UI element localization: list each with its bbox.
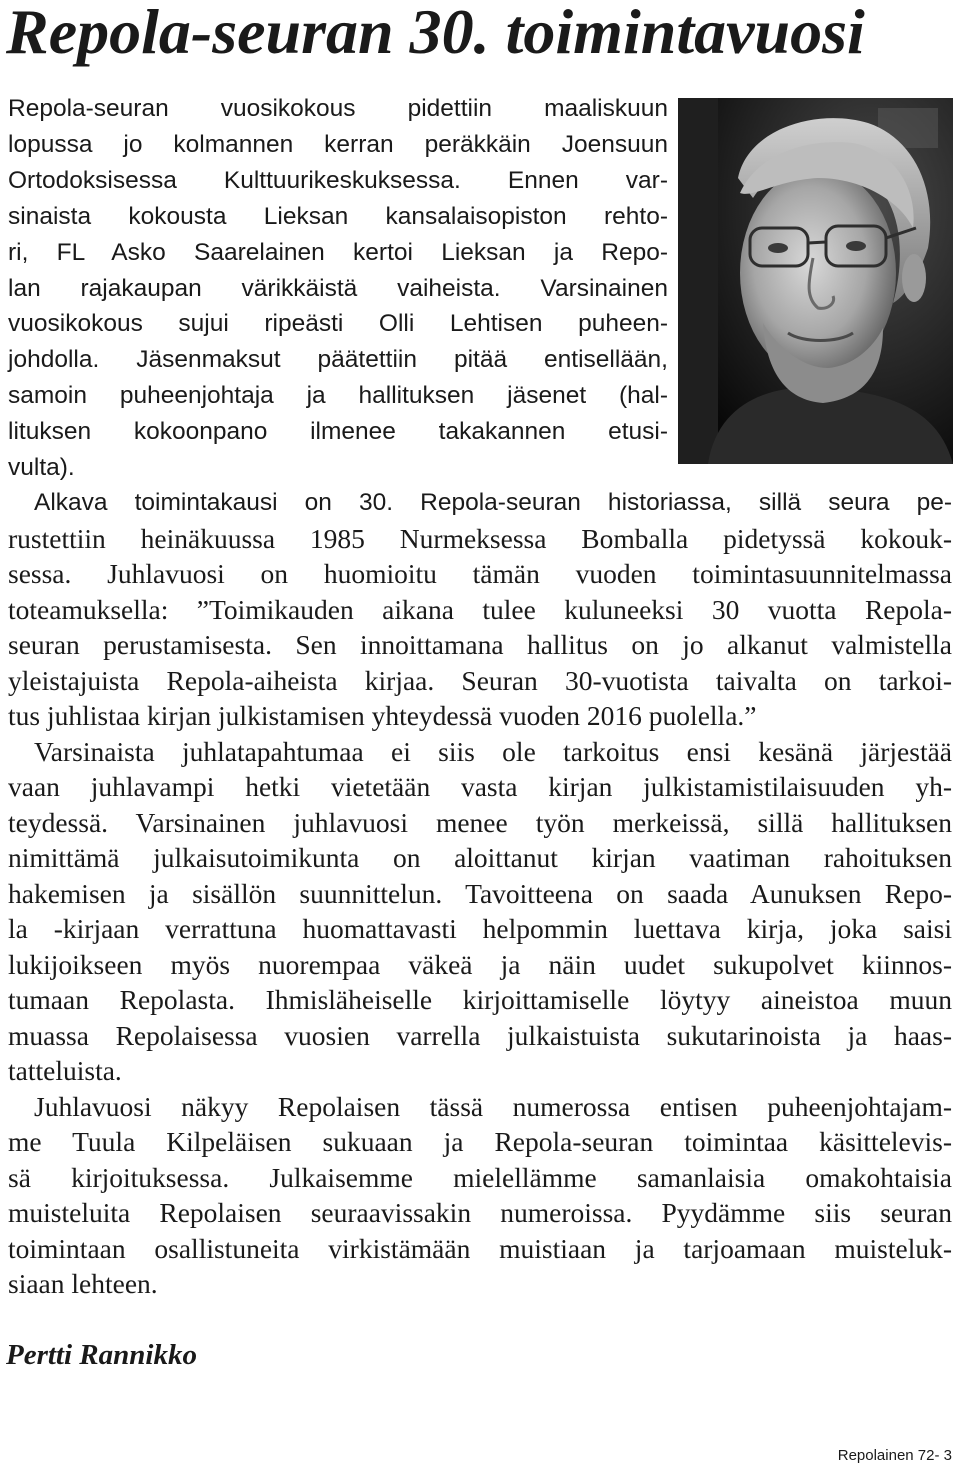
portrait-photo-icon bbox=[678, 98, 953, 464]
article-line: toteamuksella: ”Toimikauden aikana tulee kuluneeksi 30 vuotta Repola- bbox=[8, 594, 952, 625]
article-line: toimintaan osallistuneita virkistämään muistiaan ja tarjoamaan muisteluk- bbox=[8, 1233, 952, 1264]
article-line: Juhlavuosi näkyy Repolaisen tässä numerossa entisen puheenjohtajam- bbox=[34, 1091, 952, 1122]
article-line: vulta). bbox=[8, 454, 75, 481]
article-line: muisteluita Repolaisen seuraavissakin numeroissa. Pyydämme siis seuran bbox=[8, 1197, 952, 1228]
article-line: tumaan Repolasta. Ihmisläheiselle kirjoittamiselle löytyy aineistoa muun bbox=[8, 984, 952, 1015]
article-title: Repola-seuran 30. toimintavuosi bbox=[6, 0, 865, 67]
article-line: tatteluista. bbox=[8, 1055, 122, 1086]
article-line: siaan lehteen. bbox=[8, 1268, 158, 1299]
article-line: la -kirjaan verrattuna huomattavasti helpommin luettava kirja, joka saisi bbox=[8, 913, 952, 944]
article-line: ri, FL Asko Saarelainen kertoi Lieksan ja Repo- bbox=[8, 239, 668, 266]
article-line: Alkava toimintakausi on 30. Repola-seuran historiassa, sillä seura pe- bbox=[34, 489, 952, 516]
article-line: vuosikokous sujui ripeästi Olli Lehtisen puheen- bbox=[8, 310, 668, 337]
article-line: sä kirjoituksessa. Julkaisemme mielellämme samanlaisia omakohtaisia bbox=[8, 1162, 952, 1193]
author-signature: Pertti Rannikko bbox=[6, 1339, 197, 1371]
article-line: lopussa jo kolmannen kerran peräkkäin Joensuun bbox=[8, 131, 668, 158]
page-footer: Repolainen 72- 3 bbox=[837, 1447, 952, 1464]
article-line: teydessä. Varsinainen juhlavuosi menee työn merkeissä, sillä hallituksen bbox=[8, 807, 952, 838]
article-line: hakemisen ja sisällön suunnittelun. Tavoitteena on saada Aunuksen Repo- bbox=[8, 878, 952, 909]
article-line: rustettiin heinäkuussa 1985 Nurmeksessa Bomballa pidetyssä kokouk- bbox=[8, 523, 952, 554]
article-line: lituksen kokoonpano ilmenee takakannen etusi- bbox=[8, 418, 668, 445]
article-line: Ortodoksisessa Kulttuurikeskuksessa. Ennen var- bbox=[8, 167, 668, 194]
article-line: me Tuula Kilpeläisen sukuaan ja Repola-seuran toimintaa käsittelevis- bbox=[8, 1126, 952, 1157]
portrait-photo bbox=[678, 98, 953, 464]
article-line: seuran perustamisesta. Sen innoittamana hallitus on jo alkanut valmistella bbox=[8, 629, 952, 660]
article-line: sinaista kokousta Lieksan kansalaisopiston rehto- bbox=[8, 203, 668, 230]
article-line: muassa Repolaisessa vuosien varrella julkaistuista sukutarinoista ja haas- bbox=[8, 1020, 952, 1051]
article-line: johdolla. Jäsenmaksut päätettiin pitää entisellään, bbox=[8, 346, 668, 373]
article-line: Repola-seuran vuosikokous pidettiin maaliskuun bbox=[8, 95, 668, 122]
article-line: lukijoikseen myös nuorempaa väkeä ja näin uudet sukupolvet kiinnos- bbox=[8, 949, 952, 980]
article-line: tus juhlistaa kirjan julkistamisen yhteydessä vuoden 2016 puolella.” bbox=[8, 700, 757, 731]
article-line: yleistajuista Repola-aiheista kirjaa. Seuran 30-vuotista taivalta on tarkoi- bbox=[8, 665, 952, 696]
article-line: samoin puheenjohtaja ja hallituksen jäsenet (hal- bbox=[8, 382, 668, 409]
article-line: nimittämä julkaisutoimikunta on aloittanut kirjan vaatiman rahoituksen bbox=[8, 842, 952, 873]
article-line: Varsinaista juhlatapahtumaa ei siis ole tarkoitus ensi kesänä järjestää bbox=[34, 736, 952, 767]
article-line: vaan juhlavampi hetki vietetään vasta kirjan julkistamistilaisuuden yh- bbox=[8, 771, 952, 802]
article-line: lan rajakaupan värikkäistä vaiheista. Varsinainen bbox=[8, 275, 668, 302]
article-line: sessa. Juhlavuosi on huomioitu tämän vuoden toimintasuunnitelmassa bbox=[8, 558, 952, 589]
